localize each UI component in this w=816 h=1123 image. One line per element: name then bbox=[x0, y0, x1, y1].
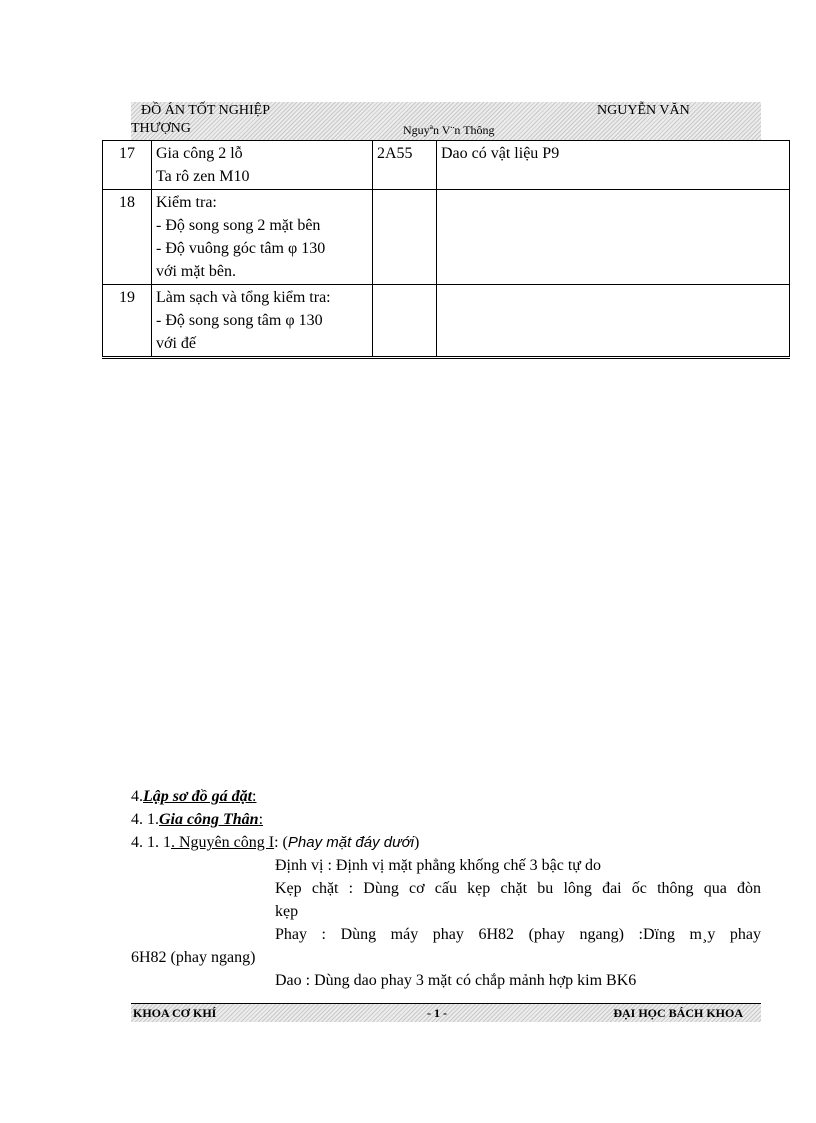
step-description bbox=[152, 285, 373, 358]
step-line: - Độ vuông góc tâm φ 130 bbox=[156, 240, 326, 257]
tool-cell bbox=[437, 285, 790, 358]
step-line: với đế bbox=[156, 335, 197, 352]
tool-cell bbox=[437, 190, 790, 285]
machine-cell bbox=[373, 190, 437, 285]
heading-title: Gia công Thân bbox=[159, 811, 259, 828]
tool-cell: Dao có vật liệu P9 bbox=[437, 141, 790, 190]
clamping-text-line2: kẹp bbox=[275, 903, 299, 920]
clamping-text-line1: Kẹp chặt : Dùng cơ cấu kẹp chặt bu lông đai ốc thông qua đòn bbox=[275, 880, 761, 897]
step-line: Kiểm tra: bbox=[156, 194, 217, 211]
footer-faculty: KHOA CƠ KHÍ bbox=[133, 1006, 217, 1020]
step-line: - Độ song song tâm φ 130 bbox=[156, 312, 323, 329]
machine-cell bbox=[373, 285, 437, 358]
machine-cell: 2A55 bbox=[373, 141, 437, 190]
heading-4 bbox=[131, 785, 761, 808]
heading-colon: : bbox=[252, 788, 257, 805]
section-body bbox=[131, 785, 761, 992]
table-row bbox=[103, 190, 790, 285]
heading-close: ) bbox=[414, 834, 420, 851]
step-line: Làm sạch và tổng kiểm tra: bbox=[156, 289, 331, 306]
header-thesis-title: ĐỒ ÁN TỐT NGHIỆP bbox=[141, 103, 270, 118]
header-name-line2: THƯỢNG bbox=[131, 121, 191, 136]
row-number: 19 bbox=[103, 285, 152, 358]
heading-number: 4. 1. 1 bbox=[131, 834, 171, 851]
step-description bbox=[152, 190, 373, 285]
page-header bbox=[131, 102, 761, 140]
heading-colon: : ( bbox=[274, 834, 288, 851]
step-line: với mặt bên. bbox=[156, 263, 236, 280]
header-author: Nguyªn V¨n Thông bbox=[403, 123, 495, 137]
heading-colon: : bbox=[258, 811, 264, 828]
cutter-text: Dao : Dùng dao phay 3 mặt có chắp mảnh hợp kim BK6 bbox=[275, 972, 637, 989]
table-row bbox=[103, 285, 790, 358]
milling-text-line1: Phay : Dùng máy phay 6H82 (phay ngang) :Dïng m¸y phay bbox=[275, 926, 761, 943]
step-description bbox=[152, 141, 373, 190]
step-line: Gia công 2 lỗ bbox=[156, 145, 243, 162]
footer-page-number: - 1 - bbox=[427, 1006, 447, 1020]
heading-title: Lập sơ đồ gá đặt bbox=[143, 788, 253, 805]
milling-text-line2: 6H82 (phay ngang) bbox=[131, 949, 256, 966]
heading-4-1 bbox=[131, 808, 761, 831]
heading-number: 4. bbox=[131, 788, 143, 805]
heading-number: 4. 1. bbox=[131, 811, 159, 828]
table-row bbox=[103, 141, 790, 190]
page-footer bbox=[131, 1003, 761, 1022]
operations-table bbox=[102, 140, 790, 359]
row-number: 17 bbox=[103, 141, 152, 190]
header-name-line1: NGUYỄN VĂN bbox=[597, 103, 690, 118]
heading-description: Phay mặt đáy dưới bbox=[287, 834, 415, 851]
footer-university: ĐẠI HỌC BÁCH KHOA bbox=[613, 1006, 743, 1020]
locating-text: Định vị : Định vị mặt phẳng khống chế 3 bậc tự do bbox=[275, 857, 601, 874]
step-line: - Độ song song 2 mặt bên bbox=[156, 217, 321, 234]
row-number: 18 bbox=[103, 190, 152, 285]
heading-title: . Nguyên công I bbox=[171, 834, 275, 851]
step-line: Ta rô zen M10 bbox=[156, 168, 250, 185]
heading-4-1-1 bbox=[131, 831, 761, 854]
